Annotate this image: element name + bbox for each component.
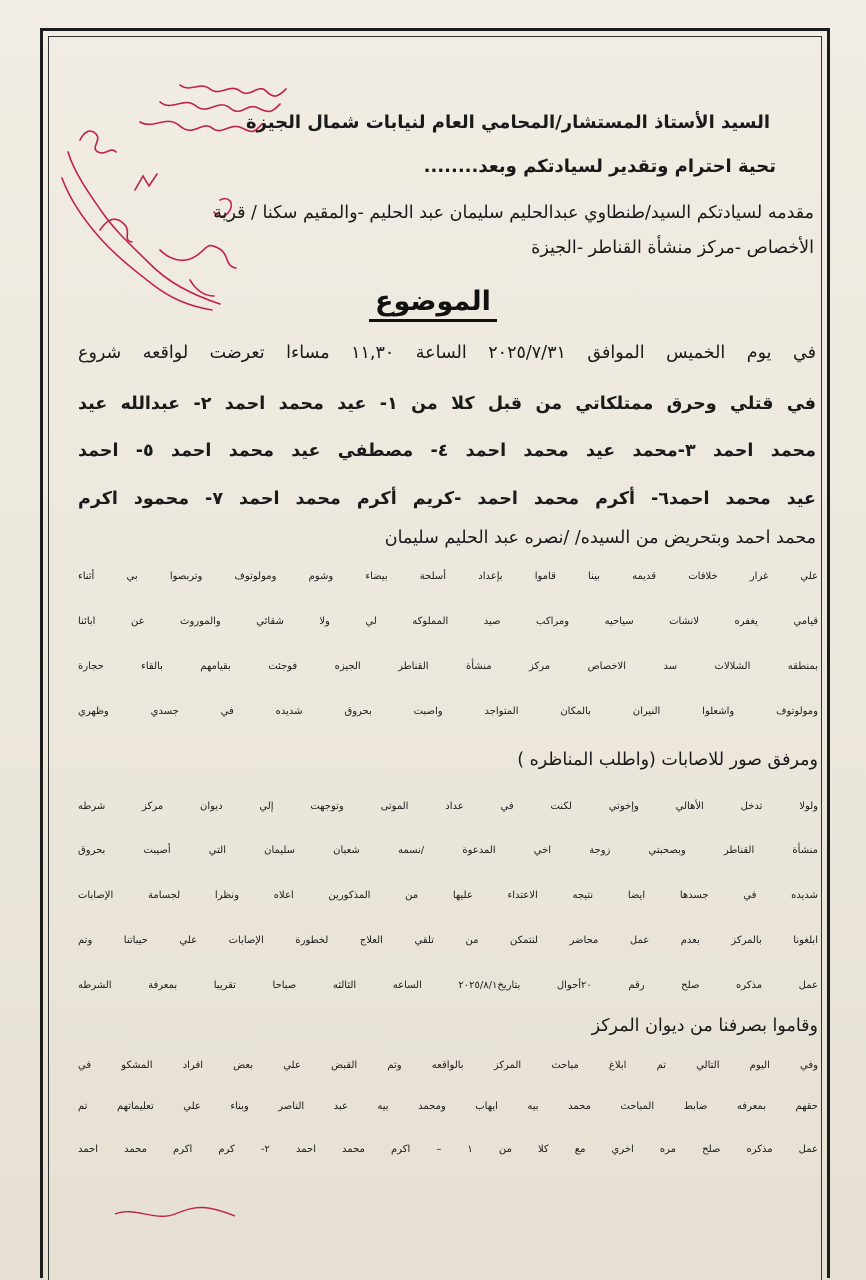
body-line-3: محمد احمد ٣-محمد عيد محمد احمد ٤- مصطفي عيد محمد احمد ٥- احمد — [78, 441, 816, 461]
body-line-18: حقهم بمعرفه ضابط المباحث محمد بيه ايهاب ومحمد بيه عبد الناصر وبناء علي تعليماتهم تم — [78, 1101, 818, 1112]
body-line-11: ولولا تدخل الأهالي وإخوتي لكنت في عداد الموتى وتوجهت إلي ديوان مركز شرطه — [78, 801, 818, 812]
applicant-line-2: الأخصاص -مركز منشأة القناطر -الجيزة — [531, 238, 814, 258]
body-line-6: علي غرار خلافات قديمه بينا قاموا بإعداد أسلحة بيضاء وشوم ومولوتوف وتربصوا بي أثناء — [78, 571, 818, 582]
recipient-line: السيد الأستاذ المستشار/المحامي العام لنيابات شمال الجيزة — [245, 112, 770, 133]
body-line-15: عمل مذكره صلح رقم ٢٠أحوال بتاريخ٢٠٢٥/٨/١ الساعه الثالثه صباحا تقريبا بمعرفة الشرطه — [78, 980, 819, 991]
subject-title — [0, 286, 866, 317]
subject-title-text: الموضوع — [369, 286, 497, 322]
body-line-10: ومرفق صور للاصابات (واطلب المناظره ) — [517, 750, 818, 770]
body-line-2: في قتلي وحرق ممتلكاتي من قبل كلا من ١- عيد محمد احمد ٢- عبدالله عيد — [78, 394, 817, 414]
body-line-12: منشأة القناطر وبصحبتي زوجة اخي المدعوة /نسمه شعبان سليمان التي أصيبت بحروق — [78, 845, 818, 856]
body-line-7: قيامي يغفره لانشات سياحيه ومراكب صيد المملوكه لي ولا شقائي والموروث عن ابائنا — [78, 616, 818, 627]
body-line-8: بمنطقه الشلالات سد الاخصاص مركز منشأة القناطر الجيزه فوجئت بقيامهم بالقاء حجارة — [78, 661, 818, 672]
body-line-14: ابلغونا بالمركز بعدم عمل محاضر لنتمكن من تلقي العلاج لخطورة الإصابات علي حيباتنا وتم — [78, 935, 818, 946]
body-line-9: ومولوتوف واشعلوا النيران بالمكان المتواجد واصبت بحروق شديده في جسدي وظهري — [78, 706, 818, 717]
handwritten-mark — [110, 1196, 240, 1226]
body-line-5: محمد احمد وبتحريض من السيده/ /نصره عبد الحليم سليمان — [384, 528, 816, 548]
body-line-4: عيد محمد احمد٦- أكرم محمد احمد -كريم أكرم محمد احمد ٧- محمود اكرم — [78, 489, 816, 509]
body-line-19: عمل مذكره صلح مره اخري مع كلا من ١ – اكرم محمد احمد ٢- كرم اكرم محمد احمد — [78, 1144, 818, 1155]
applicant-line-1: مقدمه لسيادتكم السيد/طنطاوي عبدالحليم سليمان عبد الحليم -والمقيم سكنا / قرية — [213, 203, 814, 223]
body-line-1: في يوم الخميس الموافق ٢٠٢٥/٧/٣١ الساعة ١١,٣٠ مساءا تعرضت لواقعه شروع — [78, 343, 816, 363]
body-line-13: شديده في جسدها ايضا نتيجه الاعتداء عليها من المذكورين اعلاه ونظرا لجسامة الإصابات — [78, 890, 818, 901]
body-line-17: وفي اليوم التالي تم ابلاغ مباحث المركز بالواقعه وتم القبض علي بعض افراد المشكو في — [78, 1060, 818, 1071]
greeting-line: تحية احترام وتقدير لسيادتكم وبعد........ — [423, 156, 776, 177]
body-line-16: وقاموا بصرفنا من ديوان المركز — [591, 1016, 818, 1036]
